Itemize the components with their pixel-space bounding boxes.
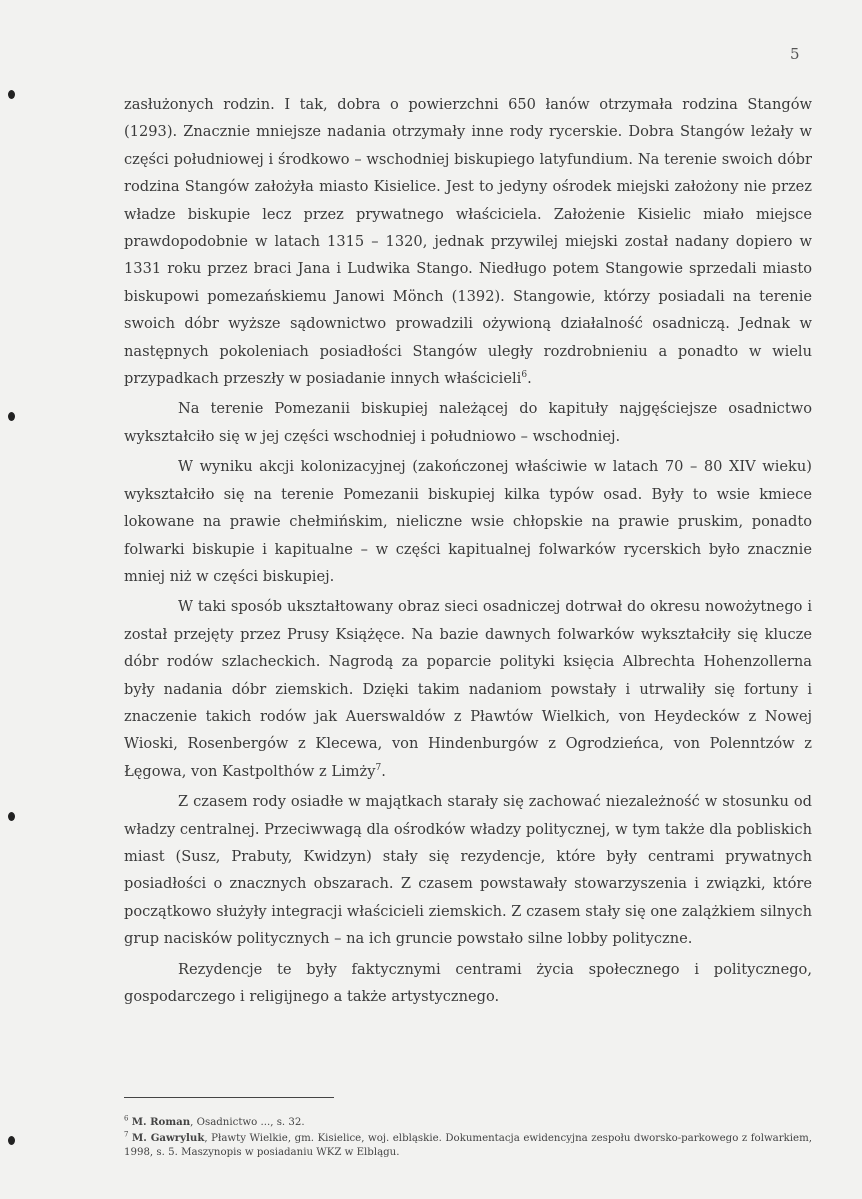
footnote: $^7$ M. Gawryluk, Pławty Wielkie, gm. Kisielice, woj. elbląskie. Dokumentacja ewidencyjna zespołu dworsko-parkowego z folwarkiem, 1998, s. 5. Maszynopis w posiadaniu WKZ w Elblągu. <box>124 1130 812 1158</box>
paragraph: Z czasem rody osiadłe w majątkach starały się zachować niezależność w stosunku od władzy centralnej. Przeciwwagą dla ośrodków władzy politycznej, w tym także dla pobliskich miast (Susz, Prabuty, Kwidzyn) stały się rezydencje, które były centrami prywatnych posiadłości o znacznych obszarach. Z czasem powstawały stowarzyszenia i związki, które początkowo służyły integracji właścicieli ziemskich. Z czasem stały się one zalążkiem silnych grup nacisków politycznych – na ich gruncie powstało silne lobby polityczne. <box>124 793 812 948</box>
binder-hole-mark <box>8 1136 15 1145</box>
binder-hole-mark <box>8 812 15 821</box>
footnotes <box>124 1115 812 1161</box>
footnote-marker[interactable]: 6 <box>521 370 528 381</box>
document-body <box>124 91 812 1013</box>
page-number: 5 <box>790 45 800 63</box>
paragraph: Na terenie Pomezanii biskupiej należącej do kapituły najgęściejsze osadnictwo wykształciło się w jej części wschodniej i południowo – wschodniej. <box>124 400 812 445</box>
binder-hole-mark <box>8 90 15 99</box>
binder-hole-mark <box>8 412 15 421</box>
footnote-author: M. Roman <box>131 1116 191 1128</box>
paragraph: Rezydencje te były faktycznymi centrami życia społecznego i politycznego, gospodarczego i religijnego a także artystycznego. <box>124 960 812 1005</box>
footnote-author: M. Gawryluk <box>132 1131 205 1144</box>
paragraph: W taki sposób ukształtowany obraz sieci osadniczej dotrwał do okresu nowożytnego i został przejęty przez Prusy Książęce. Na bazie dawnych folwarków wykształciły się klucze dóbr rodów szlacheckich. Nagrodą za poparcie polityki księcia Albrechta Hohenzollerna były nadania dóbr ziemskich. Dzięki takim nadaniom powstały i utrwaliły się fortuny i znaczenie takich rodów jak Auerswaldów z Pławtów Wielkich, von Heydecków z Nowej Wioski, Rosenbergów z Klecewa, von Hindenburgów z Ogrodzieńca, von Polenntzów z Łęgowa, von Kastpolthów z Limży$^7$. <box>124 598 812 780</box>
footnote-marker[interactable]: 7 <box>375 762 382 773</box>
paragraph: W wyniku akcji kolonizacyjnej (zakończonej właściwie w latach 70 – 80 XIV wieku) wykształciło się na terenie Pomezanii biskupiej kilka typów osad. Były to wsie kmiece lokowane na prawie chełmińskim, nieliczne wsie chłopskie na prawie pruskim, ponadto folwarki biskupie i kapitualne – w części kapitualnej folwarków rycerskich było znacznie mniej niż w części biskupiej. <box>124 458 812 585</box>
footnote-separator <box>124 1097 334 1098</box>
footnote: $^6$ M. Roman, Osadnictwo ..., s. 32. <box>124 1114 305 1128</box>
paragraph: zasłużonych rodzin. I tak, dobra o powierzchni 650 łanów otrzymała rodzina Stangów (1293). Znacznie mniejsze nadania otrzymały inne rody rycerskie. Dobra Stangów leżały w części południowej i środkowo – wschodniej biskupiego latyfundium. Na terenie swoich dóbr rodzina Stangów założyła miasto Kisielice. Jest to jedyny ośrodek miejski założony nie przez władze biskupie lecz przez prywatnego właściciela. Założenie Kisielic miało miejsce prawdopodobnie w latach 1315 – 1320, jednak przywilej miejski został nadany dopiero w 1331 roku przez braci Jana i Ludwika Stango. Niedługo potem Stangowie sprzedali miasto biskupowi pomezańskiemu Janowi Mönch (1392). Stangowie, którzy posiadali na terenie swoich dóbr wyższe sądownictwo prowadzili ożywioną działalność osadniczą. Jednak w następnych pokoleniach posiadłości Stangów uległy rozdrobnieniu a ponadto w wielu przypadkach przeszły w posiadanie innych właścicieli$^6$. <box>124 96 812 388</box>
